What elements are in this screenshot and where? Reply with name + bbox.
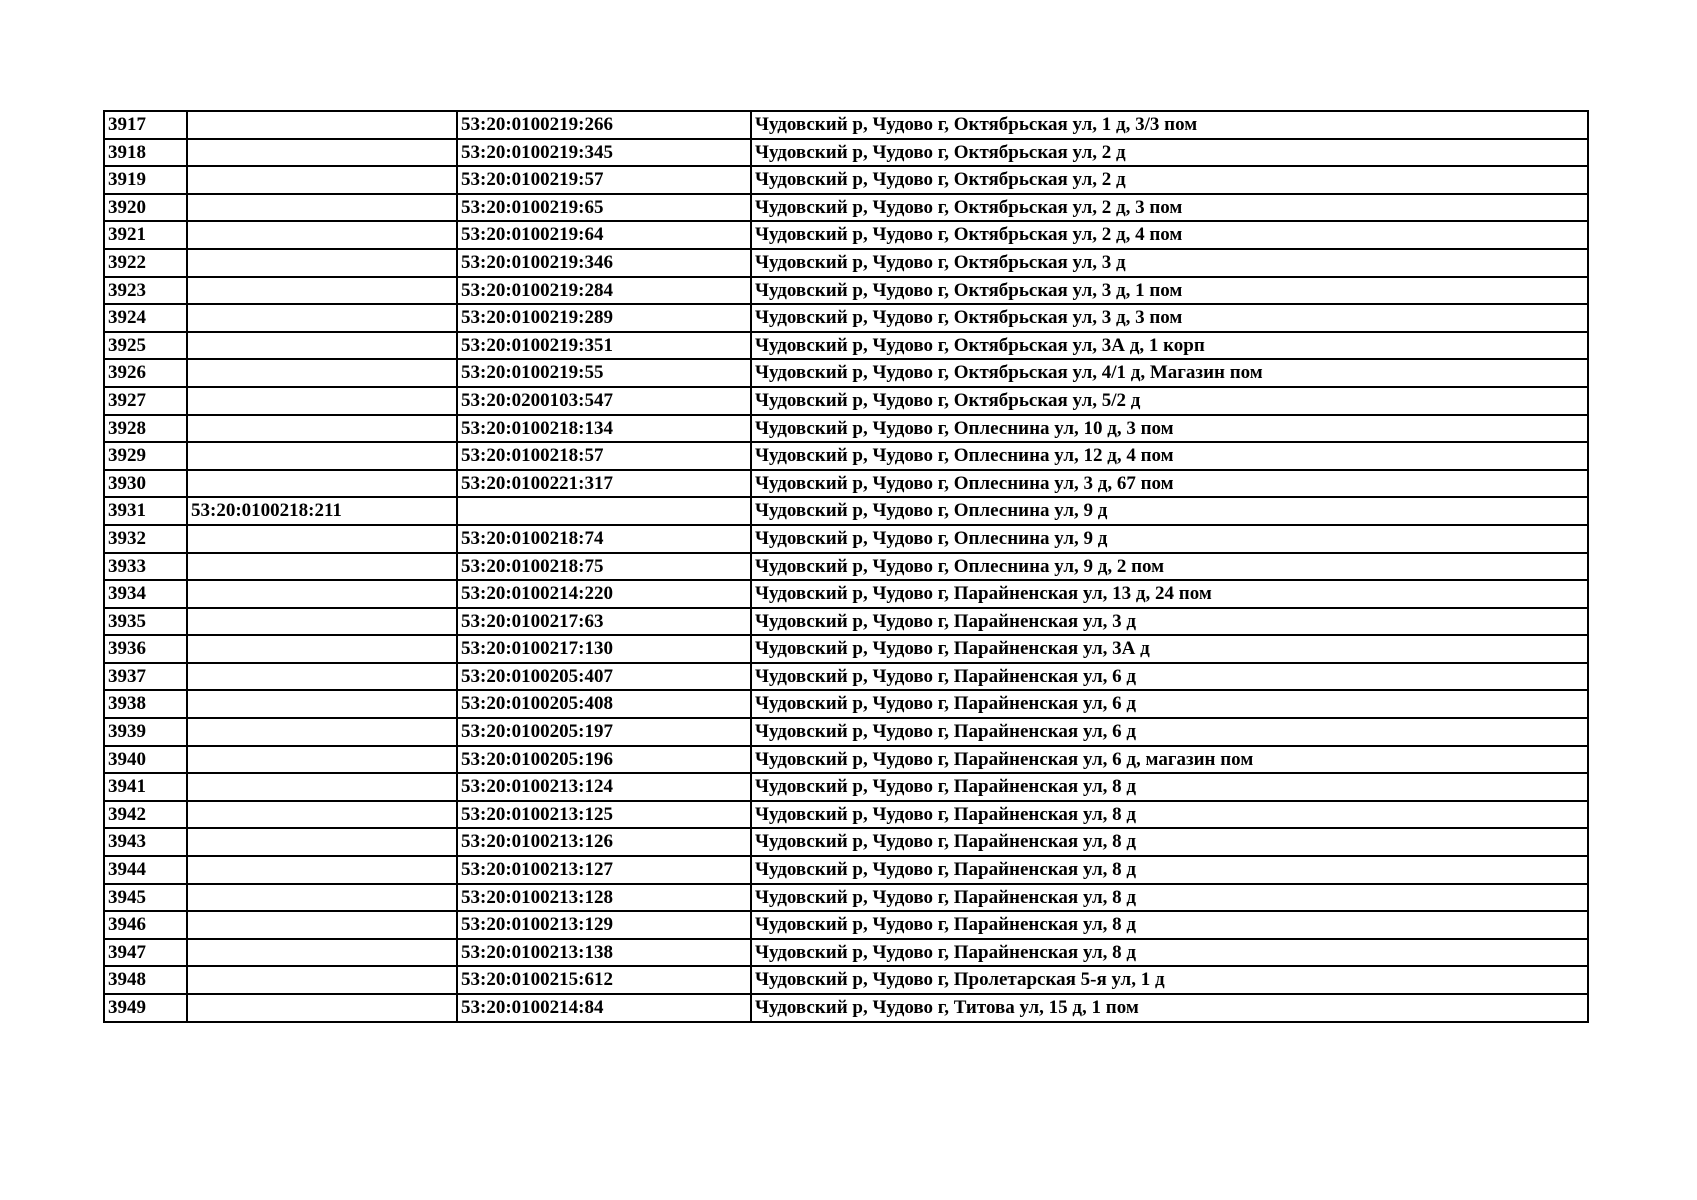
table-row — [104, 828, 1588, 856]
address-cell: Чудовский р, Чудово г, Парайненская ул, 8 д — [751, 801, 1588, 829]
row-number-cell: 3934 — [104, 580, 187, 608]
address-cell: Чудовский р, Чудово г, Октябрьская ул, 2 д, 3 пом — [751, 194, 1588, 222]
address-cell: Чудовский р, Чудово г, Парайненская ул, 8 д — [751, 773, 1588, 801]
parcel-cadastral-number-cell — [187, 442, 457, 470]
object-cadastral-number-cell: 53:20:0100218:57 — [457, 442, 751, 470]
object-cadastral-number-cell: 53:20:0100219:346 — [457, 249, 751, 277]
row-number-cell: 3923 — [104, 277, 187, 305]
table-row — [104, 194, 1588, 222]
parcel-cadastral-number-cell — [187, 994, 457, 1022]
address-cell: Чудовский р, Чудово г, Парайненская ул, 6 д, магазин пом — [751, 746, 1588, 774]
address-cell: Чудовский р, Чудово г, Оплеснина ул, 3 д, 67 пом — [751, 470, 1588, 498]
property-registry-table — [103, 110, 1589, 1023]
table-row — [104, 497, 1588, 525]
address-cell: Чудовский р, Чудово г, Октябрьская ул, 2 д — [751, 166, 1588, 194]
parcel-cadastral-number-cell — [187, 470, 457, 498]
parcel-cadastral-number-cell — [187, 884, 457, 912]
table-row — [104, 939, 1588, 967]
table-row — [104, 304, 1588, 332]
table-row — [104, 608, 1588, 636]
address-cell: Чудовский р, Чудово г, Октябрьская ул, 2 д — [751, 139, 1588, 167]
table-row — [104, 553, 1588, 581]
address-cell: Чудовский р, Чудово г, Парайненская ул, 6 д — [751, 718, 1588, 746]
table-row — [104, 884, 1588, 912]
table-row — [104, 966, 1588, 994]
parcel-cadastral-number-cell — [187, 415, 457, 443]
row-number-cell: 3940 — [104, 746, 187, 774]
object-cadastral-number-cell: 53:20:0100219:65 — [457, 194, 751, 222]
address-cell: Чудовский р, Чудово г, Оплеснина ул, 9 д, 2 пом — [751, 553, 1588, 581]
parcel-cadastral-number-cell — [187, 828, 457, 856]
table-row — [104, 221, 1588, 249]
table-row — [104, 718, 1588, 746]
row-number-cell: 3918 — [104, 139, 187, 167]
address-cell: Чудовский р, Чудово г, Парайненская ул, 6 д — [751, 663, 1588, 691]
object-cadastral-number-cell: 53:20:0100213:129 — [457, 911, 751, 939]
object-cadastral-number-cell: 53:20:0100219:266 — [457, 111, 751, 139]
row-number-cell: 3946 — [104, 911, 187, 939]
row-number-cell: 3922 — [104, 249, 187, 277]
address-cell: Чудовский р, Чудово г, Октябрьская ул, 3А д, 1 корп — [751, 332, 1588, 360]
object-cadastral-number-cell: 53:20:0100219:64 — [457, 221, 751, 249]
parcel-cadastral-number-cell — [187, 277, 457, 305]
parcel-cadastral-number-cell — [187, 332, 457, 360]
object-cadastral-number-cell: 53:20:0100213:125 — [457, 801, 751, 829]
parcel-cadastral-number-cell — [187, 663, 457, 691]
row-number-cell: 3935 — [104, 608, 187, 636]
parcel-cadastral-number-cell — [187, 525, 457, 553]
table-row — [104, 580, 1588, 608]
row-number-cell: 3929 — [104, 442, 187, 470]
address-cell: Чудовский р, Чудово г, Пролетарская 5-я ул, 1 д — [751, 966, 1588, 994]
object-cadastral-number-cell: 53:20:0100205:196 — [457, 746, 751, 774]
address-cell: Чудовский р, Чудово г, Парайненская ул, 13 д, 24 пом — [751, 580, 1588, 608]
object-cadastral-number-cell: 53:20:0100205:197 — [457, 718, 751, 746]
object-cadastral-number-cell: 53:20:0100219:289 — [457, 304, 751, 332]
parcel-cadastral-number-cell — [187, 194, 457, 222]
address-cell: Чудовский р, Чудово г, Оплеснина ул, 9 д — [751, 525, 1588, 553]
address-cell: Чудовский р, Чудово г, Октябрьская ул, 2 д, 4 пом — [751, 221, 1588, 249]
parcel-cadastral-number-cell — [187, 111, 457, 139]
row-number-cell: 3920 — [104, 194, 187, 222]
object-cadastral-number-cell: 53:20:0100219:284 — [457, 277, 751, 305]
row-number-cell: 3930 — [104, 470, 187, 498]
table-row — [104, 442, 1588, 470]
object-cadastral-number-cell: 53:20:0100213:127 — [457, 856, 751, 884]
address-cell: Чудовский р, Чудово г, Титова ул, 15 д, 1 пом — [751, 994, 1588, 1022]
address-cell: Чудовский р, Чудово г, Октябрьская ул, 3 д, 1 пом — [751, 277, 1588, 305]
table-row — [104, 166, 1588, 194]
address-cell: Чудовский р, Чудово г, Оплеснина ул, 10 д, 3 пом — [751, 415, 1588, 443]
row-number-cell: 3938 — [104, 690, 187, 718]
table-row — [104, 994, 1588, 1022]
address-cell: Чудовский р, Чудово г, Парайненская ул, 8 д — [751, 856, 1588, 884]
parcel-cadastral-number-cell — [187, 249, 457, 277]
address-cell: Чудовский р, Чудово г, Оплеснина ул, 9 д — [751, 497, 1588, 525]
table-row — [104, 139, 1588, 167]
table-row — [104, 111, 1588, 139]
object-cadastral-number-cell: 53:20:0100218:134 — [457, 415, 751, 443]
address-cell: Чудовский р, Чудово г, Парайненская ул, 8 д — [751, 939, 1588, 967]
table-row — [104, 635, 1588, 663]
table-row — [104, 387, 1588, 415]
object-cadastral-number-cell: 53:20:0100205:408 — [457, 690, 751, 718]
table-row — [104, 773, 1588, 801]
parcel-cadastral-number-cell — [187, 387, 457, 415]
parcel-cadastral-number-cell — [187, 139, 457, 167]
parcel-cadastral-number-cell — [187, 718, 457, 746]
parcel-cadastral-number-cell — [187, 608, 457, 636]
parcel-cadastral-number-cell — [187, 635, 457, 663]
parcel-cadastral-number-cell — [187, 911, 457, 939]
parcel-cadastral-number-cell — [187, 221, 457, 249]
object-cadastral-number-cell: 53:20:0100221:317 — [457, 470, 751, 498]
row-number-cell: 3943 — [104, 828, 187, 856]
row-number-cell: 3925 — [104, 332, 187, 360]
row-number-cell: 3949 — [104, 994, 187, 1022]
row-number-cell: 3933 — [104, 553, 187, 581]
object-cadastral-number-cell: 53:20:0100217:63 — [457, 608, 751, 636]
address-cell: Чудовский р, Чудово г, Октябрьская ул, 3 д, 3 пом — [751, 304, 1588, 332]
object-cadastral-number-cell — [457, 497, 751, 525]
parcel-cadastral-number-cell — [187, 966, 457, 994]
row-number-cell: 3948 — [104, 966, 187, 994]
object-cadastral-number-cell: 53:20:0100217:130 — [457, 635, 751, 663]
parcel-cadastral-number-cell — [187, 939, 457, 967]
parcel-cadastral-number-cell — [187, 553, 457, 581]
table-row — [104, 801, 1588, 829]
table-row — [104, 277, 1588, 305]
table-row — [104, 525, 1588, 553]
object-cadastral-number-cell: 53:20:0100205:407 — [457, 663, 751, 691]
row-number-cell: 3924 — [104, 304, 187, 332]
row-number-cell: 3917 — [104, 111, 187, 139]
address-cell: Чудовский р, Чудово г, Парайненская ул, 3 д — [751, 608, 1588, 636]
row-number-cell: 3936 — [104, 635, 187, 663]
row-number-cell: 3926 — [104, 359, 187, 387]
table-row — [104, 470, 1588, 498]
address-cell: Чудовский р, Чудово г, Октябрьская ул, 4/1 д, Магазин пом — [751, 359, 1588, 387]
parcel-cadastral-number-cell — [187, 166, 457, 194]
table-row — [104, 690, 1588, 718]
row-number-cell: 3927 — [104, 387, 187, 415]
parcel-cadastral-number-cell: 53:20:0100218:211 — [187, 497, 457, 525]
object-cadastral-number-cell: 53:20:0100215:612 — [457, 966, 751, 994]
address-cell: Чудовский р, Чудово г, Парайненская ул, 3А д — [751, 635, 1588, 663]
object-cadastral-number-cell: 53:20:0200103:547 — [457, 387, 751, 415]
row-number-cell: 3944 — [104, 856, 187, 884]
object-cadastral-number-cell: 53:20:0100214:84 — [457, 994, 751, 1022]
row-number-cell: 3937 — [104, 663, 187, 691]
object-cadastral-number-cell: 53:20:0100213:124 — [457, 773, 751, 801]
object-cadastral-number-cell: 53:20:0100219:345 — [457, 139, 751, 167]
parcel-cadastral-number-cell — [187, 580, 457, 608]
parcel-cadastral-number-cell — [187, 690, 457, 718]
parcel-cadastral-number-cell — [187, 801, 457, 829]
address-cell: Чудовский р, Чудово г, Оплеснина ул, 12 д, 4 пом — [751, 442, 1588, 470]
row-number-cell: 3919 — [104, 166, 187, 194]
table-row — [104, 746, 1588, 774]
parcel-cadastral-number-cell — [187, 856, 457, 884]
table-row — [104, 856, 1588, 884]
row-number-cell: 3941 — [104, 773, 187, 801]
object-cadastral-number-cell: 53:20:0100218:74 — [457, 525, 751, 553]
object-cadastral-number-cell: 53:20:0100218:75 — [457, 553, 751, 581]
object-cadastral-number-cell: 53:20:0100219:55 — [457, 359, 751, 387]
parcel-cadastral-number-cell — [187, 746, 457, 774]
table-body — [104, 111, 1588, 1022]
row-number-cell: 3921 — [104, 221, 187, 249]
address-cell: Чудовский р, Чудово г, Парайненская ул, 8 д — [751, 884, 1588, 912]
address-cell: Чудовский р, Чудово г, Октябрьская ул, 1 д, 3/3 пом — [751, 111, 1588, 139]
object-cadastral-number-cell: 53:20:0100219:57 — [457, 166, 751, 194]
table-row — [104, 911, 1588, 939]
address-cell: Чудовский р, Чудово г, Октябрьская ул, 3 д — [751, 249, 1588, 277]
address-cell: Чудовский р, Чудово г, Парайненская ул, 8 д — [751, 911, 1588, 939]
table-row — [104, 332, 1588, 360]
table-row — [104, 663, 1588, 691]
address-cell: Чудовский р, Чудово г, Парайненская ул, 6 д — [751, 690, 1588, 718]
object-cadastral-number-cell: 53:20:0100219:351 — [457, 332, 751, 360]
object-cadastral-number-cell: 53:20:0100213:126 — [457, 828, 751, 856]
row-number-cell: 3945 — [104, 884, 187, 912]
object-cadastral-number-cell: 53:20:0100214:220 — [457, 580, 751, 608]
row-number-cell: 3932 — [104, 525, 187, 553]
address-cell: Чудовский р, Чудово г, Октябрьская ул, 5/2 д — [751, 387, 1588, 415]
table-row — [104, 415, 1588, 443]
row-number-cell: 3931 — [104, 497, 187, 525]
parcel-cadastral-number-cell — [187, 359, 457, 387]
row-number-cell: 3947 — [104, 939, 187, 967]
parcel-cadastral-number-cell — [187, 304, 457, 332]
address-cell: Чудовский р, Чудово г, Парайненская ул, 8 д — [751, 828, 1588, 856]
table-row — [104, 249, 1588, 277]
row-number-cell: 3942 — [104, 801, 187, 829]
object-cadastral-number-cell: 53:20:0100213:138 — [457, 939, 751, 967]
object-cadastral-number-cell: 53:20:0100213:128 — [457, 884, 751, 912]
table-row — [104, 359, 1588, 387]
row-number-cell: 3939 — [104, 718, 187, 746]
row-number-cell: 3928 — [104, 415, 187, 443]
parcel-cadastral-number-cell — [187, 773, 457, 801]
